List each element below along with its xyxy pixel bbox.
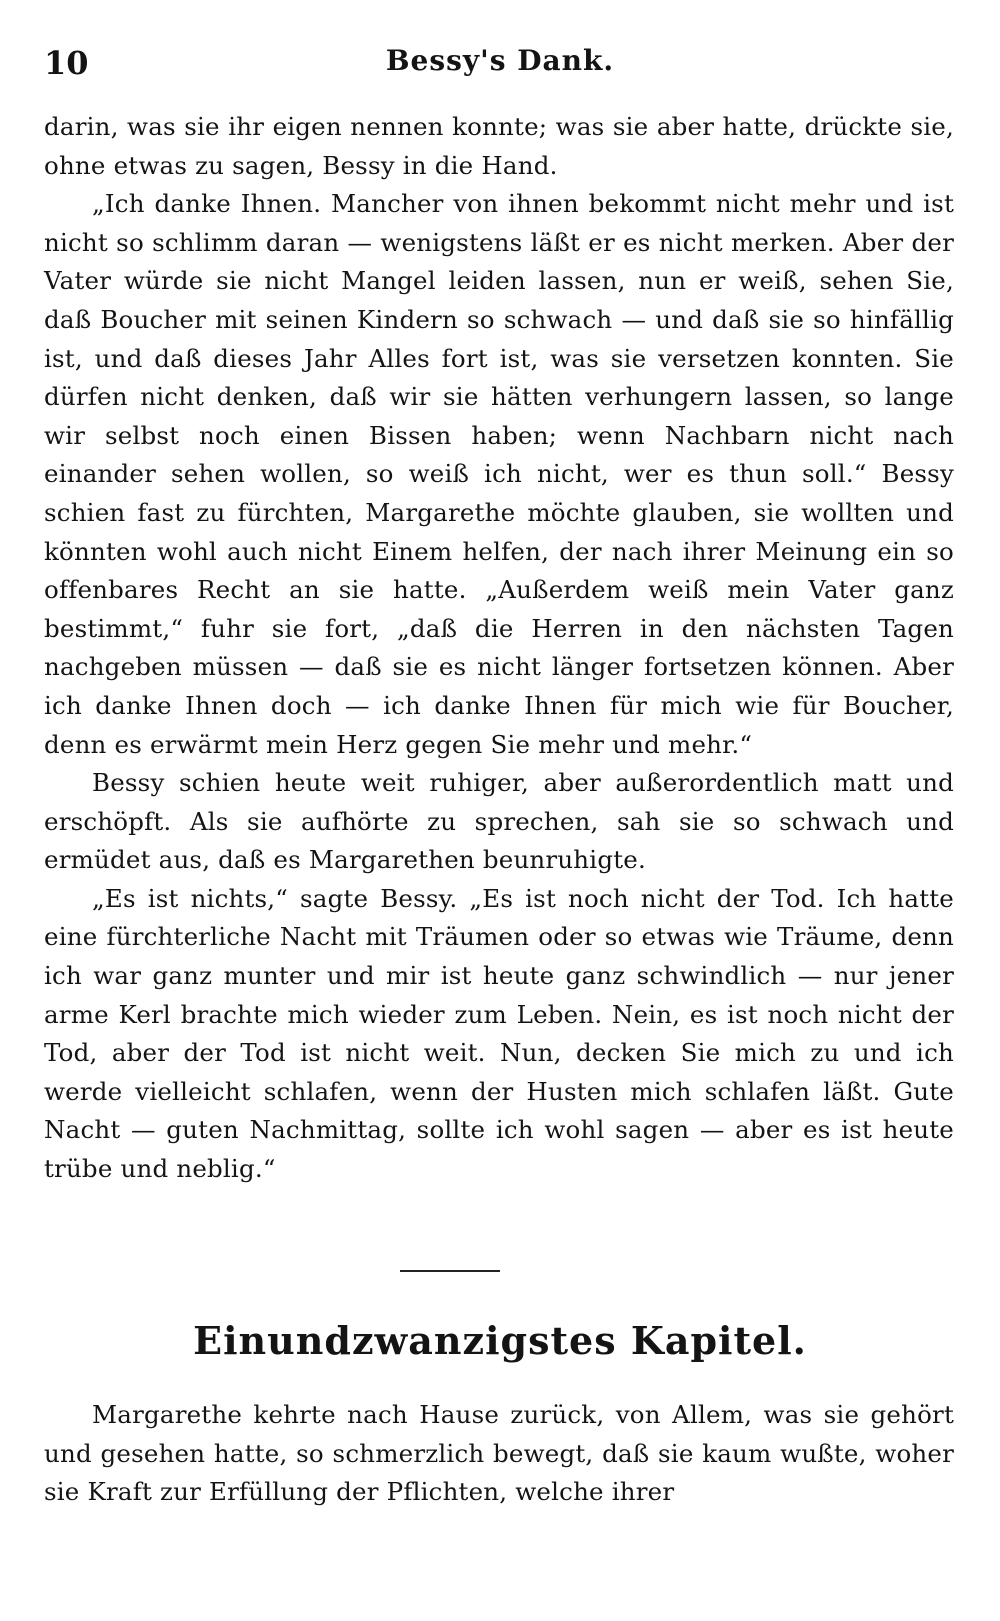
paragraph: „Es ist nichts,“ sagte Bessy. „Es ist noch nicht der Tod. Ich hatte eine fürchterliche Nacht mit Träumen oder so etwas wie Träume, denn ich war ganz munter und mir ist heute ganz schwindlich — nur jener arme Kerl brachte mich wieder zum Leben. Nein, es ist noch nicht der Tod, aber der Tod ist nicht weit. Nun, decken Sie mich zu und ich werde vielleicht schlafen, wenn der Husten mich schlafen läßt. Gute Nacht — guten Nachmittag, sollte ich wohl sagen — aber es ist heute trübe und neblig.“ <box>44 883 954 1184</box>
running-title: Bessy's Dank. <box>385 44 615 77</box>
paragraph: Margarethe kehrte nach Hause zurück, von Allem, was sie gehört und gesehen hatte, so schmerzlich bewegt, daß sie kaum wußte, woher sie Kraft zur Erfüllung der Pflichten, welche ihrer <box>44 1400 954 1507</box>
chapter-title: Einundzwanzigstes Kapitel. <box>193 1318 807 1363</box>
paragraph: darin, was sie ihr eigen nennen konnte; was sie aber hatte, drückte sie, ohne etwas zu sagen, Bessy in die Hand. <box>44 112 954 180</box>
chapter-body <box>44 1396 954 1512</box>
page-header <box>44 44 956 90</box>
paragraph: „Ich danke Ihnen. Mancher von ihnen bekommt nicht mehr und ist nicht so schlimm daran — wenigstens läßt er es nicht merken. Aber der Vater würde sie nicht Mangel leiden lassen, nun er weiß, sehen Sie, daß Boucher mit seinen Kindern so schwach — und daß sie so hinfällig ist, und daß dieses Jahr Alles fort ist, was sie versetzen konnten. Sie dürfen nicht denken, daß wir sie hätten verhungern lassen, so lange wir selbst noch einen Bissen haben; wenn Nachbarn nicht nach einander sehen wollen, so weiß ich nicht, wer es thun soll.“ Bessy schien fast zu fürchten, Margarethe möchte glauben, sie wollten und könnten wohl auch nicht Einem helfen, der nach ihrer Meinung ein so offenbares Recht an sie hatte. „Außerdem weiß mein Vater ganz bestimmt,“ fuhr sie fort, „daß die Herren in den nächsten Tagen nachgeben müssen — daß sie es nicht länger fortsetzen können. Aber ich danke Ihnen doch — ich danke Ihnen für mich wie für Boucher, denn es erwärmt mein Herz gegen Sie mehr und mehr.“ <box>44 189 954 759</box>
section-divider <box>400 1270 500 1272</box>
page-number: 10 <box>44 44 89 82</box>
paragraph: Bessy schien heute weit ruhiger, aber außerordentlich matt und erschöpft. Als sie aufhörte zu sprechen, sah sie so schwach und ermüdet aus, daß es Margarethen beunruhigte. <box>44 768 954 875</box>
body-text <box>44 108 954 1189</box>
